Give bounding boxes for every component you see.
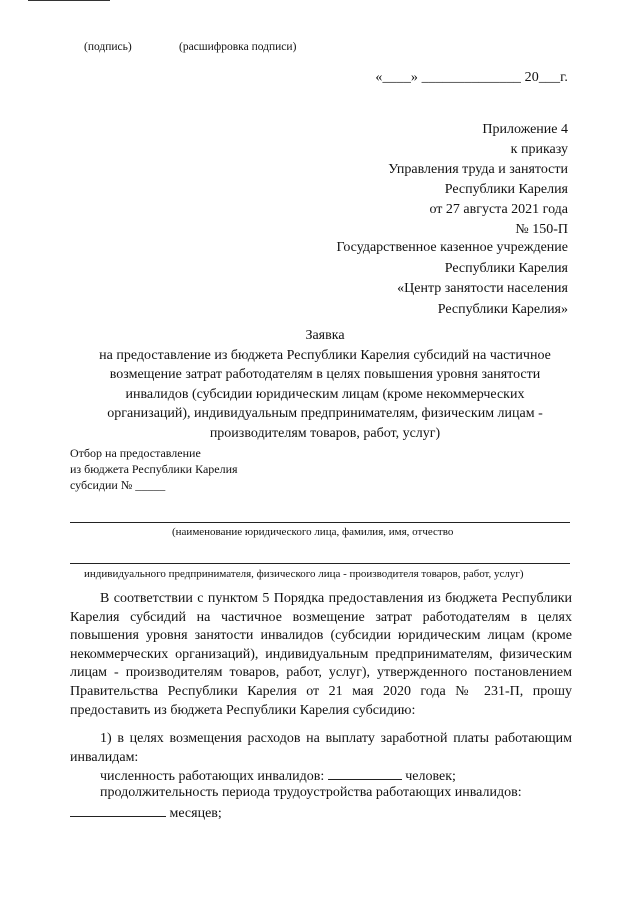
- applicant-caption-1: (наименование юридического лица, фамилия, имя, отчество: [172, 526, 454, 538]
- title-line: производителям товаров, работ, услуг): [209, 425, 441, 441]
- signature-label: (подпись): [84, 41, 132, 53]
- recipient-line: Республики Карелия»: [437, 301, 568, 317]
- count-blank: [328, 766, 402, 780]
- duration-row: [70, 803, 222, 822]
- selection-block: [70, 445, 330, 493]
- title-line: организаций), индивидуальным предпринимателям, физическим лицам -: [107, 406, 543, 421]
- count-suffix: человек;: [405, 769, 456, 784]
- date-line: «____» ______________ 20___г.: [375, 70, 568, 85]
- appendix-line: к приказу: [510, 142, 568, 157]
- recipient-line: «Центр занятости населения: [397, 281, 568, 296]
- duration-text: продолжительность периода трудоустройства работающих инвалидов:: [100, 785, 522, 800]
- duration-blank: [70, 803, 166, 817]
- top-signature-rule: [28, 0, 110, 1]
- applicant-name-rule: [70, 522, 570, 523]
- duration-suffix: месяцев;: [169, 806, 222, 821]
- title-heading: Заявка: [305, 328, 345, 343]
- selection-line: Отбор на предоставление: [70, 446, 201, 460]
- title-line: возмещение затрат работодателям в целях повышения уровня занятости: [109, 367, 541, 382]
- title-line: на предоставление из бюджета Республики Карелия субсидий на частичное: [99, 347, 551, 363]
- appendix-line: от 27 августа 2021 года: [429, 202, 568, 217]
- body-paragraph: В соответствии с пунктом 5 Порядка предоставления из бюджета Республики Карелия субсидий на частичное возмещение затрат работодателям в целях повышения уровня занятости инвалидов (субсидии юридическим лицам (кроме некоммерческих организаций), индивидуальным предпринимателям, физическим лицам - производителям товаров, работ, услуг), утвержденного постановлением Правительства Республики Карелия от 21 мая 2020 года № 231-П, прошу предоставить из бюджета Республики Карелия субсидию:: [70, 591, 572, 718]
- applicant-caption-2: индивидуального предпринимателя, физического лица - производителя товаров, работ, услуг): [84, 568, 524, 580]
- selection-line: субсидии № _____: [70, 478, 166, 492]
- appendix-line: Управления труда и занятости: [388, 162, 568, 177]
- document-title: [60, 326, 590, 443]
- appendix-line: № 150-П: [515, 222, 568, 237]
- item-1: 1) в целях возмещения расходов на выплату заработной платы работающим инвалидам:: [70, 731, 572, 765]
- appendix-line: Республики Карелия: [444, 182, 568, 197]
- signature-decoding-label: (расшифровка подписи): [179, 41, 297, 53]
- applicant-name-rule-2: [70, 563, 570, 564]
- recipient-block: [238, 238, 568, 320]
- count-row: [100, 766, 456, 785]
- recipient-line: Республики Карелия: [444, 260, 568, 276]
- appendix-line: Приложение 4: [482, 122, 568, 137]
- selection-line: из бюджета Республики Карелия: [70, 462, 238, 476]
- title-line: инвалидов (субсидии юридическим лицам (кроме некоммерческих: [125, 386, 525, 402]
- count-prefix: численность работающих инвалидов:: [100, 769, 325, 784]
- recipient-line: Государственное казенное учреждение: [336, 240, 568, 255]
- appendix-block: [248, 120, 568, 240]
